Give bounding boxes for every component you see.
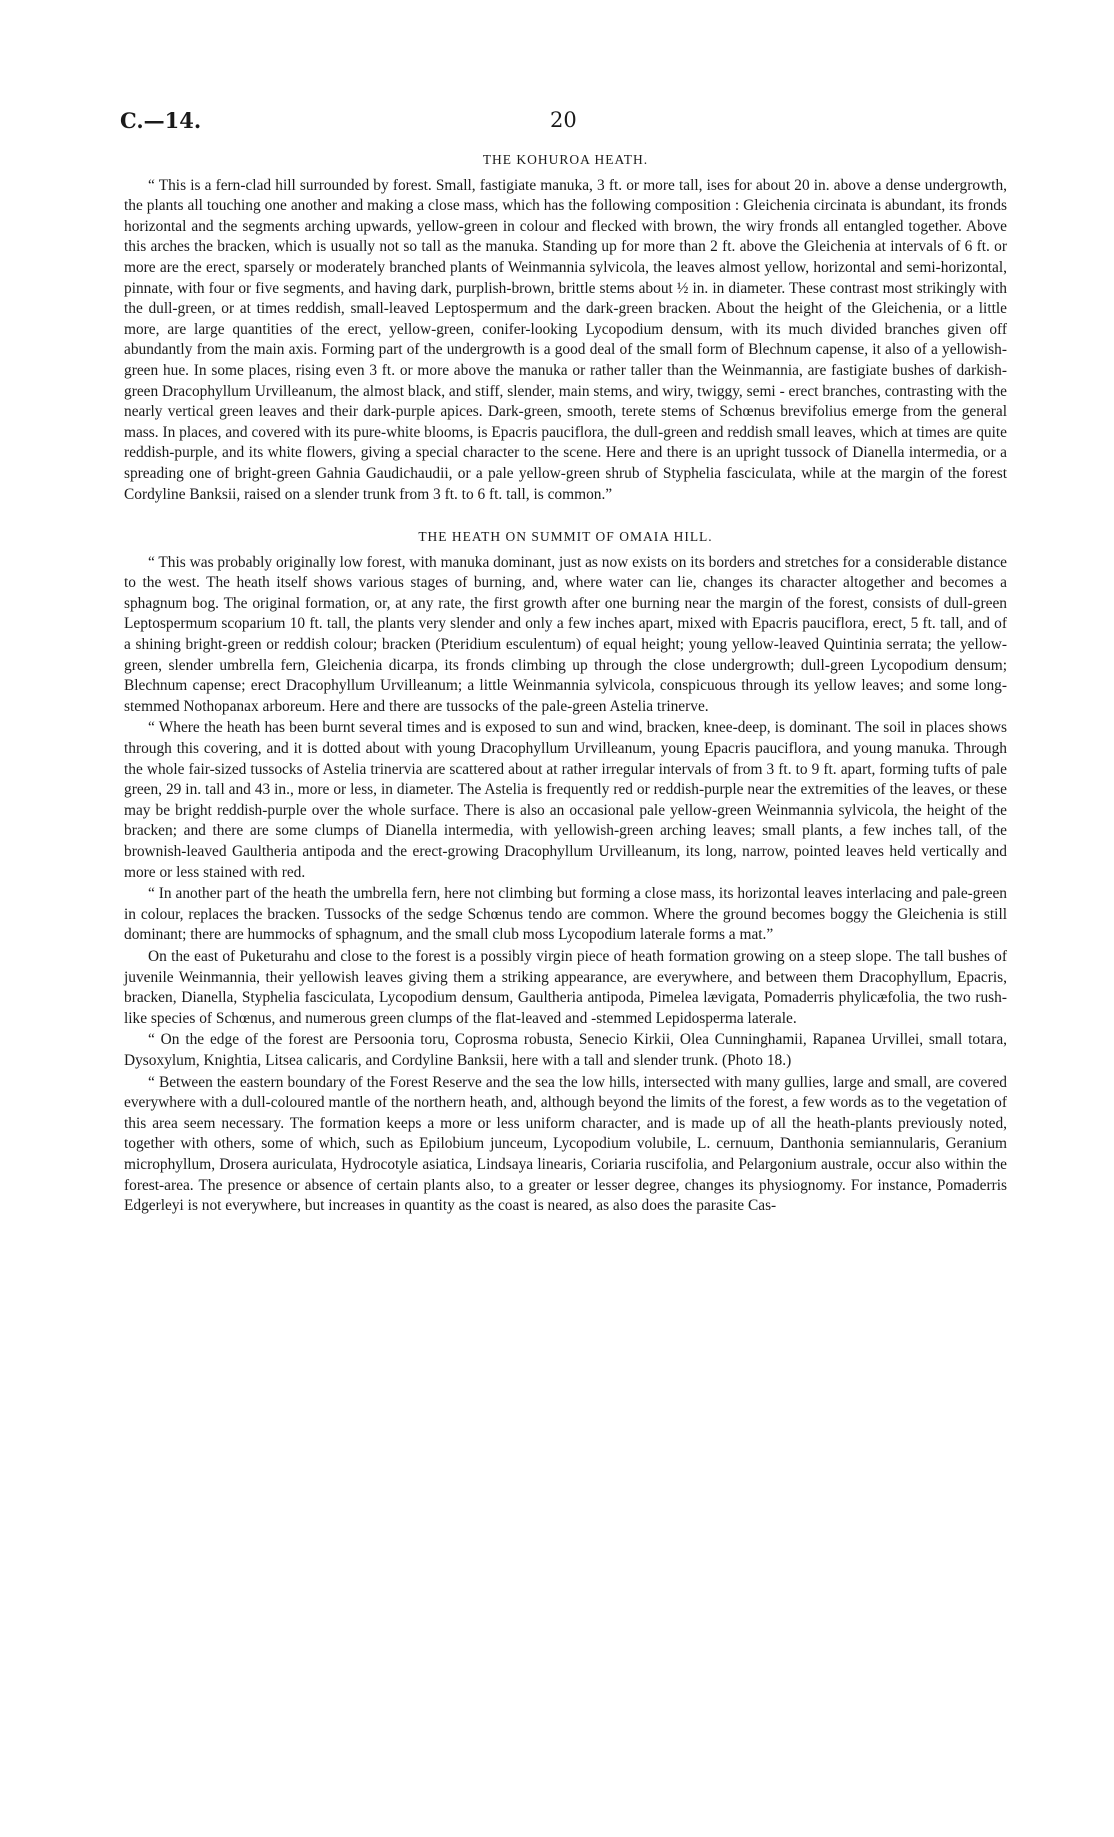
paragraph: “ On the edge of the forest are Persoonia toru, Coprosma robusta, Senecio Kirkii, Olea Cunninghamii, Rapanea Urvillei, small totara, Dysoxylum, Knightia, Litsea calicaris, and Cordyline Banksii, here with a tall and slender trunk. (Photo 18.) — [124, 1031, 1007, 1069]
paragraph: “ This was probably originally low forest, with manuka dominant, just as now exists on its borders and stretches for a considerable distance to the west. The heath itself shows various stages of burning, and, where water can lie, changes its character altogether and becomes a sphagnum bog. The original formation, or, at any rate, the first growth after one burning near the margin of the forest, consists of dull-green Leptospermum scoparium 10 ft. tall, the plants very slender and only a few inches apart, mixed with Epacris pauciflora, erect, 5 ft. tall, and of a shining bright-green or reddish colour; bracken (Pteridium esculentum) of equal height; young yellow-leaved Quintinia serrata; the yellow-green, slender umbrella fern, Gleichenia dicarpa, its fronds climbing up through the close undergrowth; dull-green Lycopodium densum; Blechnum capense; erect Dracophyllum Urvilleanum; a little Weinmannia sylvicola, conspicuous through its yellow leaves; and some long-stemmed Nothopanax arboreum. Here and there are tussocks of the pale-green Astelia trinerve. — [124, 553, 1007, 715]
paragraph: “ This is a fern-clad hill surrounded by forest. Small, fastigiate manuka, 3 ft. or more tall, ises for about 20 in. above a dense undergrowth, the plants all touching one another and making a close mass, which has the following composition : Gleichenia circinata is abundant, its fronds horizontal and the segments arching upwards, yellow-green in colour and flecked with brown, the wiry fronds all entangled together. Above this arches the bracken, which is usually not so tall as the manuka. Standing up for more than 2 ft. above the Gleichenia at intervals of 6 ft. or more are the erect, sparsely or moderately branched plants of Weinmannia sylvicola, the leaves almost yellow, horizontal and semi-horizontal, pinnate, with four or five segments, and having dark, purplish-brown, brittle stems about ½ in. in diameter. These contrast most strikingly with the dull-green, or at times reddish, small-leaved Leptospermum and the dark-green bracken. About the height of the Gleichenia, or a little more, are large quantities of the erect, yellow-green, conifer-looking Lycopodium densum, with its much divided branches given off abundantly from the main axis. Forming part of the undergrowth is a good deal of the small form of Blechnum capense, it also of a yellowish-green hue. In some places, rising even 3 ft. or more above the manuka or rather taller than the Weinmannia, are fastigiate bushes of darkish-green Dracophyllum Urvilleanum, the almost black, and stiff, slender, main stems, and wiry, twiggy, semi - erect branches, contrasting with the nearly vertical green leaves and their dark-purple apices. Dark-green, smooth, terete stems of Schœnus brevifolius emerge from the general mass. In places, and covered with its pure-white blooms, is Epacris pauciflora, the dull-green and reddish small leaves, which at times are quite reddish-purple, and its white flowers, giving a special character to the scene. Here and there is an upright tussock of Dianella intermedia, or a spreading one of bright-green Gahnia Gaudichaudii, or a pale yellow-green shrub of Styphelia fasciculata, while at the margin of the forest Cordyline Banksii, raised on a slender trunk from 3 ft. to 6 ft. tall, is common.” — [124, 176, 1007, 503]
paragraph: “ Between the eastern boundary of the Forest Reserve and the sea the low hills, intersected with many gullies, large and small, are covered everywhere with a dull-coloured mantle of the northern heath, and, although beyond the limits of the forest, a few words as to the vegetation of this area seem necessary. The formation keeps a more or less uniform character, and is made up of all the heath-plants previously noted, together with others, some of which, such as Epilobium junceum, Lycopodium volubile, L. cernuum, Danthonia semiannularis, Geranium microphyllum, Drosera auriculata, Hydrocotyle asiatica, Lindsaya linearis, Coriaria ruscifolia, and Pelargonium australe, occur also within the forest-area. The presence or absence of certain plants also, to a greater or lesser degree, changes its physiognomy. For instance, Pomaderris Edgerleyi is not everywhere, but increases in quantity as the coast is neared, as also does the parasite Cas- — [124, 1073, 1007, 1215]
page-header — [120, 108, 994, 140]
text-column — [124, 150, 1007, 1217]
paragraph: “ Where the heath has been burnt several times and is exposed to sun and wind, bracken, knee-deep, is dominant. The soil in places shows through this covering, and it is dotted about with young Dracophyllum Urvilleanum, young Epacris pauciflora, and young manuka. Through the whole fair-sized tussocks of Astelia trinervia are scattered about at rather irregular intervals of from 3 ft. to 9 ft. apart, forming tufts of pale green, 29 in. tall and 43 in., more or less, in diameter. The Astelia is frequently red or reddish-purple near the extremities of the leaves, or these may be bright reddish-purple over the whole surface. There is also an occasional pale yellow-green Weinmannia sylvicola, the height of the bracken; and there are some clumps of Dianella intermedia, with yellowish-green arching leaves; small plants, a few inches tall, of the brownish-leaved Gaultheria antipoda and the erect-growing Dracophyllum Urvilleanum, its long, narrow, pointed leaves held vertically and more or less stained with red. — [124, 719, 1007, 881]
paragraph: “ In another part of the heath the umbrella fern, here not climbing but forming a close mass, its horizontal leaves interlacing and pale-green in colour, replaces the bracken. Tussocks of the sedge Schœnus tendo are common. Where the ground becomes boggy the Gleichenia is still dominant; there are hummocks of sphagnum, and the small club moss Lycopodium laterale forms a mat.” — [124, 885, 1007, 944]
section-heading-omaia: THE HEATH ON SUMMIT OF OMAIA HILL. — [418, 529, 713, 545]
paragraph: On the east of Puketurahu and close to the forest is a possibly virgin piece of heath formation growing on a steep slope. The tall bushes of juvenile Weinmannia, their yellowish leaves giving them a striking appearance, are everywhere, and between them Dracophyllum, Epacris, bracken, Dianella, Styphelia fasciculata, Lycopodium densum, Gaultheria antipoda, Pimelea lævigata, Pomaderris phylicæfolia, the two rush-like species of Schœnus, and numerous green clumps of the flat-leaved and -stemmed Lepidosperma laterale. — [124, 947, 1007, 1027]
section-heading-kohuroa: THE KOHUROA HEATH. — [482, 152, 649, 167]
page-number: 20 — [550, 108, 577, 132]
document-reference: C.—14. — [120, 108, 202, 133]
